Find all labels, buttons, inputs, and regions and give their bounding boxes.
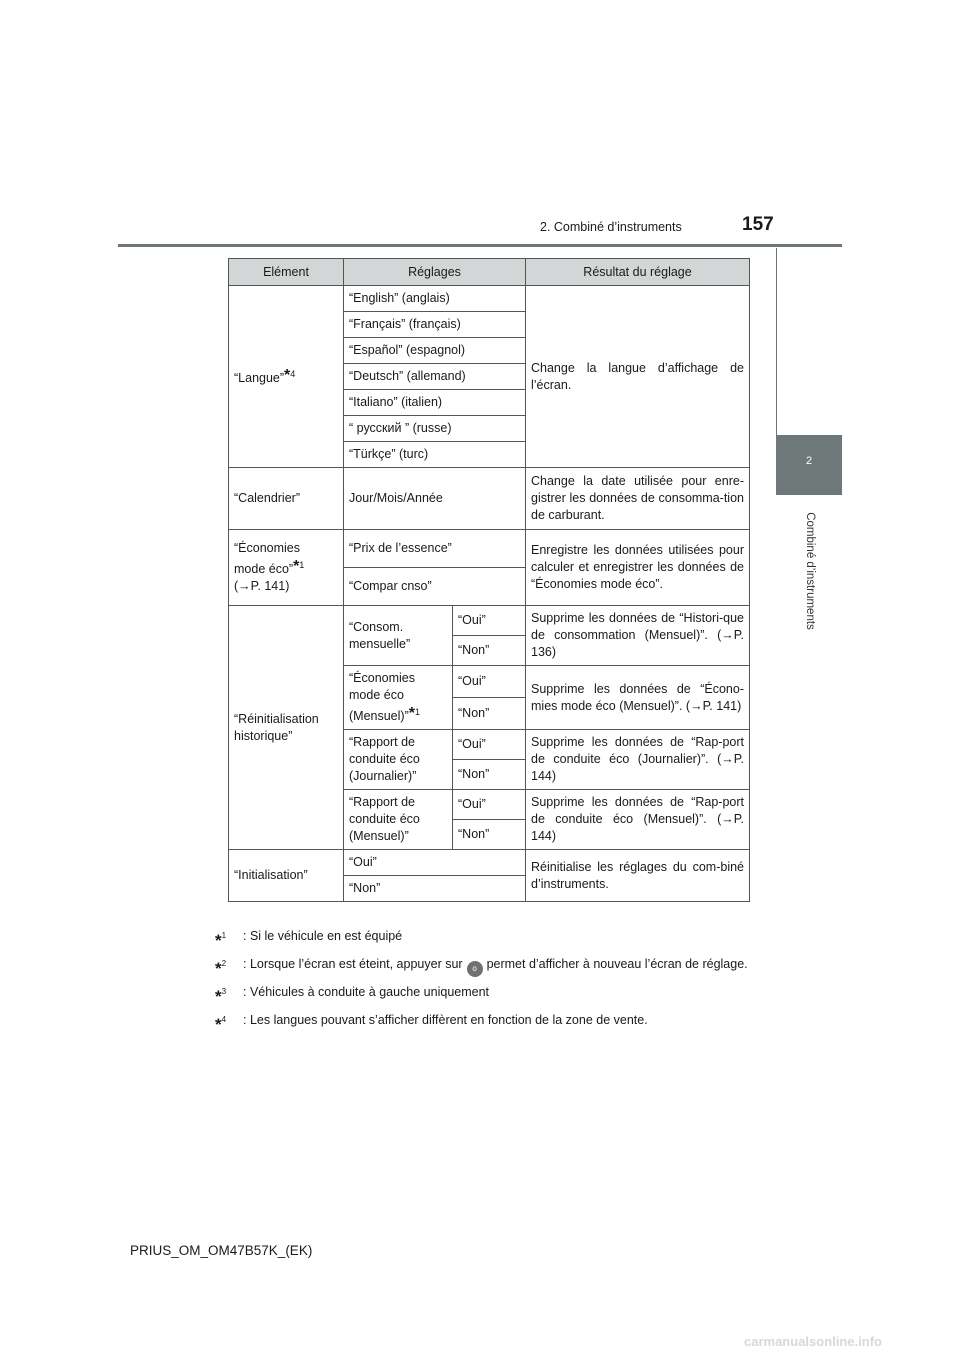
reinit-result: Supprime les données de “Histori-que de consommation (Mensuel)”. (→P. 136) bbox=[526, 606, 750, 666]
table-row bbox=[229, 850, 750, 876]
watermark: carmanualsonline.info bbox=[744, 1334, 882, 1349]
reinit-group-name: “Rapport de conduite éco (Journalier)” bbox=[344, 730, 453, 790]
reinit-result: Supprime les données de “Rap-port de conduite éco (Mensuel)”. (→P. 144) bbox=[526, 790, 750, 850]
init-no: “Non” bbox=[344, 876, 526, 902]
langue-option: “English” (anglais) bbox=[344, 286, 526, 312]
footnote: *$^2$ : Lorsque l’écran est éteint, appuyer sur o permet d’afficher à nouveau l’écran de réglage. bbox=[215, 957, 748, 978]
reinit-yes: “Oui” bbox=[453, 790, 526, 820]
reinit-yes: “Oui” bbox=[453, 666, 526, 698]
footer-code: PRIUS_OM_OM47B57K_(EK) bbox=[130, 1243, 313, 1258]
langue-label-cell: “Langue”*$^4$ bbox=[229, 286, 344, 468]
footnote: *$^3$ : Véhicules à conduite à gauche uniquement bbox=[215, 985, 490, 1006]
section-title: 2. Combiné d’instruments bbox=[540, 220, 682, 234]
footnotes bbox=[215, 927, 750, 1039]
eco-result: Enregistre les données utilisées pour calculer et enregistrer les données de “Économies mode éco”. bbox=[526, 530, 750, 606]
langue-option: “Italiano” (italien) bbox=[344, 390, 526, 416]
reinit-result: Supprime les données de “Rap-port de conduite éco (Journalier)”. (→P. 144) bbox=[526, 730, 750, 790]
eco-setting: “Prix de l’essence” bbox=[344, 530, 526, 568]
reinit-group-name: “Économies mode éco (Mensuel)”*$^1$ bbox=[344, 666, 453, 730]
reinit-no: “Non” bbox=[453, 636, 526, 666]
page-number: 157 bbox=[742, 214, 774, 235]
reinit-no: “Non” bbox=[453, 820, 526, 850]
langue-option: “Türkçe” (turc) bbox=[344, 442, 526, 468]
reinit-no: “Non” bbox=[453, 698, 526, 730]
table-row bbox=[229, 530, 750, 568]
table-row bbox=[229, 286, 750, 312]
footnote: *$^1$ : Si le véhicule en est équipé bbox=[215, 929, 403, 950]
reinit-group-name: “Consom. mensuelle” bbox=[344, 606, 453, 666]
table-row bbox=[229, 606, 750, 636]
header-settings: Réglages bbox=[344, 259, 526, 286]
header-element: Elément bbox=[229, 259, 344, 286]
calendrier-setting: Jour/Mois/Année bbox=[344, 468, 526, 530]
eco-label-cell: “Économies mode éco”*$^1$ (→P. 141) bbox=[229, 530, 344, 606]
calendrier-label: “Calendrier” bbox=[229, 468, 344, 530]
table-header-row bbox=[229, 259, 750, 286]
reinit-yes: “Oui” bbox=[453, 606, 526, 636]
eco-setting: “Compar cnso” bbox=[344, 568, 526, 606]
button-icon: o bbox=[467, 961, 483, 977]
header-rule bbox=[118, 244, 842, 247]
reinit-result: Supprime les données de “Écono-mies mode éco (Mensuel)”. (→P. 141) bbox=[526, 666, 750, 730]
header-result: Résultat du réglage bbox=[526, 259, 750, 286]
langue-option: “Français” (français) bbox=[344, 312, 526, 338]
chapter-tab: 2 bbox=[776, 435, 842, 495]
langue-option: “Deutsch” (allemand) bbox=[344, 364, 526, 390]
reinit-yes: “Oui” bbox=[453, 730, 526, 760]
reinit-group-name: “Rapport de conduite éco (Mensuel)” bbox=[344, 790, 453, 850]
init-label: “Initialisation” bbox=[229, 850, 344, 902]
langue-option: “Español” (espagnol) bbox=[344, 338, 526, 364]
langue-option: “ русский ” (russe) bbox=[344, 416, 526, 442]
reinit-no: “Non” bbox=[453, 760, 526, 790]
calendrier-result: Change la date utilisée pour enre-gistrer les données de consomma-tion de carburant. bbox=[526, 468, 750, 530]
chapter-label: Combiné d’instruments bbox=[804, 512, 816, 630]
side-divider bbox=[776, 248, 777, 435]
settings-table bbox=[228, 258, 750, 902]
table-row bbox=[229, 468, 750, 530]
init-yes: “Oui” bbox=[344, 850, 526, 876]
langue-result: Change la langue d’affichage de l’écran. bbox=[526, 286, 750, 468]
footnote: *$^4$ : Les langues pouvant s’afficher diffèrent en fonction de la zone de vente. bbox=[215, 1013, 648, 1034]
reinit-label: “Réinitialisation historique” bbox=[229, 606, 344, 850]
init-result: Réinitialise les réglages du com-biné d’instruments. bbox=[526, 850, 750, 902]
